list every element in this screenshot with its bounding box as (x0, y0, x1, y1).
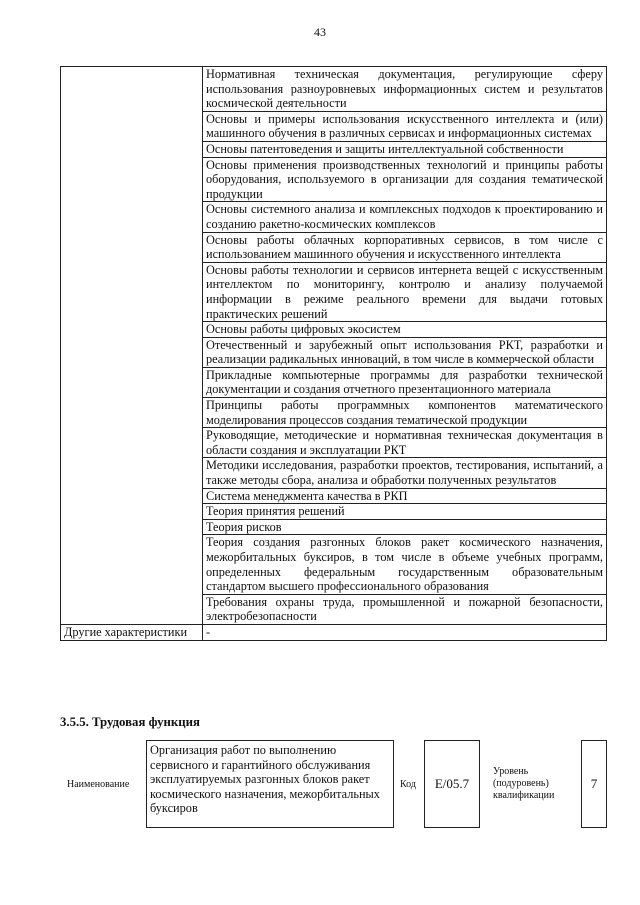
qualification-level-label: Уровень (подуровень) квалификации (493, 766, 555, 801)
requirement-cell: Основы работы облачных корпоративных сервисов, в том числе с использованием машинного обучения и искусственного интеллекта (203, 232, 607, 262)
function-code-value: E/05.7 (424, 740, 480, 828)
requirement-cell: Теория создания разгонных блоков ракет космического назначения, межорбитальных буксиров, в том числе в объеме учебных программ, определенных федеральным государственным образовательным стандартом высшего профессионального образования (203, 535, 607, 594)
requirement-cell: Система менеджмента качества в РКП (203, 488, 607, 504)
requirement-cell: Основы патентоведения и защиты интеллектуальной собственности (203, 141, 607, 157)
requirement-cell: Руководящие, методические и нормативная техническая документация в области создания и эксплуатации РКТ (203, 428, 607, 458)
other-characteristics-value: - (203, 624, 607, 640)
requirement-cell: Нормативная техническая документация, регулирующие сферу использования разноуровневых информационных систем и результатов космической деятельности (203, 67, 607, 112)
requirement-cell: Основы системного анализа и комплексных подходов к проектированию и созданию ракетно-космических комплексов (203, 202, 607, 232)
requirement-cell: Основы работы технологии и сервисов интернета вещей с искусственным интеллектом по мониторингу, контролю и анализу получаемой информации в режиме реального времени для выдачи готовых практических решений (203, 262, 607, 321)
section-title: 3.5.5. Трудовая функция (60, 715, 200, 729)
requirement-cell: Основы применения производственных технологий и принципы работы оборудования, используемого в организации для создания тематической продукции (203, 157, 607, 202)
function-name-value: Организация работ по выполнению сервисного и гарантийного обслуживания эксплуатируемых разгонных блоков ракет космического назначения, межорбитальных буксиров (146, 740, 394, 828)
requirement-cell: Теория рисков (203, 519, 607, 535)
function-code-label: Код (400, 779, 416, 790)
requirement-cell: Методики исследования, разработки проектов, тестирования, испытаний, а также методы сбора, анализа и обработки полученных результатов (203, 458, 607, 488)
page-number: 43 (314, 25, 326, 39)
requirements-table (60, 66, 607, 641)
requirement-cell: Основы работы цифровых экосистем (203, 322, 607, 338)
function-name-label: Наименование (67, 779, 130, 790)
other-characteristics-label: Другие характеристики (61, 624, 203, 640)
requirement-cell: Отечественный и зарубежный опыт использования РКТ, разработки и реализации радикальных инноваций, в том числе в коммерческой области (203, 337, 607, 367)
requirement-cell: Основы и примеры использования искусственного интеллекта и (или) машинного обучения в различных сервисах и информационных системах (203, 111, 607, 141)
requirement-cell: Требования охраны труда, промышленной и пожарной безопасности, электробезопасности (203, 594, 607, 624)
empty-label-cell (61, 67, 203, 625)
table-row (61, 67, 607, 112)
qualification-level-value: 7 (581, 740, 607, 828)
requirement-cell: Принципы работы программных компонентов математического моделирования процессов создания тематической продукции (203, 398, 607, 428)
requirement-cell: Теория принятия решений (203, 504, 607, 520)
table-row (61, 624, 607, 640)
requirement-cell: Прикладные компьютерные программы для разработки технической документации и создания отчетного презентационного материала (203, 367, 607, 397)
